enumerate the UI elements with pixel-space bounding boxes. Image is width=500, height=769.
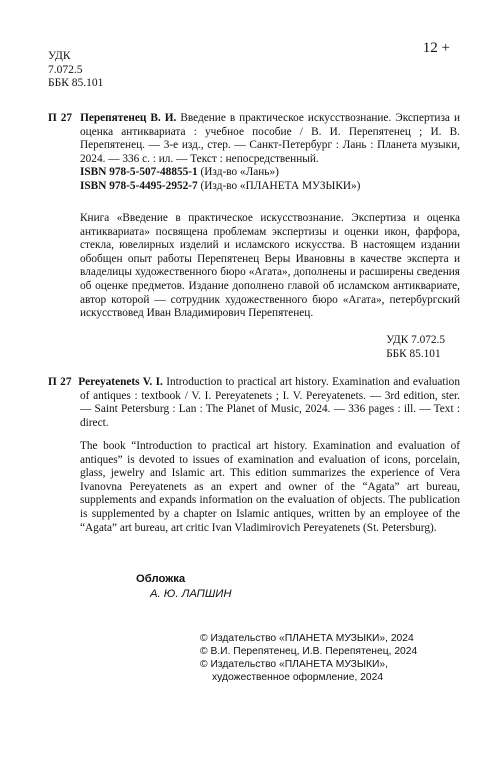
copyright-block xyxy=(200,632,417,684)
en-entry-code: П 27 xyxy=(48,376,72,388)
isbn-2-number: ISBN 978-5-4495-2952-7 xyxy=(80,179,198,192)
en-annotation xyxy=(80,440,460,535)
ru-annotation-text: Книга «Введение в практическое искусствознание. Экспертиза и оценка антиквариата» посвящена проблемам экспертизы и оценки икон, фарфора, стекла, ювелирных изделий и исламского искусства. В настоящем издании обобщен опыт работы Перепятенец Веры Ивановны в качестве эксперта и владелицы художественного бюро «Агата», дополнены и расширены сведения об оценке предметов. Издание дополнено главой об исламском антиквариате, автор которой — сотрудник художественного бюро «Агата», петербургский искусствовед Иван Владимирович Перепятенец. xyxy=(80,212,460,320)
en-entry-heading: Pereyatenets V. I. xyxy=(78,376,163,388)
ru-annotation xyxy=(80,212,460,321)
en-entry-text-block xyxy=(48,376,460,430)
age-rating: 12 + xyxy=(422,40,450,56)
udk-block-bottom xyxy=(386,334,445,361)
isbn-1-number: ISBN 978-5-507-48855-1 xyxy=(80,166,198,179)
ru-entry-text: Введение в практическое искусствознание. Экспертиза и оценка антиквариата : учебное пособие / В. И. Перепятенец ; И. В. Перепятенец. — 3-е изд., стер. — Санкт-Петербург : Лань : Планета музыки, 2024. — 336 с. : ил. — Текст : непосредственный. xyxy=(80,112,460,165)
copyright-line-3: © Издательство «ПЛАНЕТА МУЗЫКИ», xyxy=(200,659,388,670)
cover-designer-name: А. Ю. ЛАПШИН xyxy=(150,588,232,600)
ru-entry-heading: Перепятенец В. И. xyxy=(80,112,177,124)
udk-block-top xyxy=(48,50,103,91)
bbk-bottom-code: ББК 85.101 xyxy=(386,347,441,360)
en-bibliographic-entry xyxy=(48,376,460,430)
isbn-line-1 xyxy=(48,166,460,180)
copyright-line-4: художественное оформление, 2024 xyxy=(212,672,384,683)
isbn-line-2 xyxy=(48,180,460,194)
udk-code: 7.072.5 xyxy=(48,63,83,76)
ru-bibliographic-entry xyxy=(48,112,460,194)
copyright-line-2: © В.И. Перепятенец, И.В. Перепятенец, 2024 xyxy=(200,646,418,657)
udk-bottom-code: УДК 7.072.5 xyxy=(386,334,445,346)
udk-label: УДК xyxy=(48,50,71,62)
en-annotation-text: The book “Introduction to practical art history. Examination and evaluation of antiques” is devoted to issues of examination and evaluation of icons, porcelain, glass, jewelry and Islamic art. This edition summarizes the experience of Vera Ivanovna Pereyatenets as an expert and owner of the “Agata” art bureau, supplements and expands information on the evaluation of objects. The publication is supplemented by a chapter on Islamic antiques, written by an employee of the “Agata” art bureau, art critic Ivan Vladimirovich Pereyatenets (St. Petersburg). xyxy=(80,440,460,534)
isbn-2-publisher: (Изд-во «ПЛАНЕТА МУЗЫКИ») xyxy=(200,179,361,192)
ru-entry-code: П 27 xyxy=(48,112,73,124)
en-entry-text: Introduction to practical art history. Examination and evaluation of antiques : textbook / V. I. Pereyatenets ; I. V. Pereyatenets. — 3rd edition, ster. — Saint Petersburg : Lan : The Planet of Music, 2024. — 336 pages : ill. — Text : direct. xyxy=(80,376,460,429)
ru-entry-text-block xyxy=(48,112,460,166)
copyright-line-1: © Издательство «ПЛАНЕТА МУЗЫКИ», 2024 xyxy=(200,633,414,644)
cover-label: Обложка xyxy=(136,573,186,585)
bbk-code: ББК 85.101 xyxy=(48,77,104,89)
isbn-1-publisher: (Изд-во «Лань») xyxy=(200,166,279,179)
